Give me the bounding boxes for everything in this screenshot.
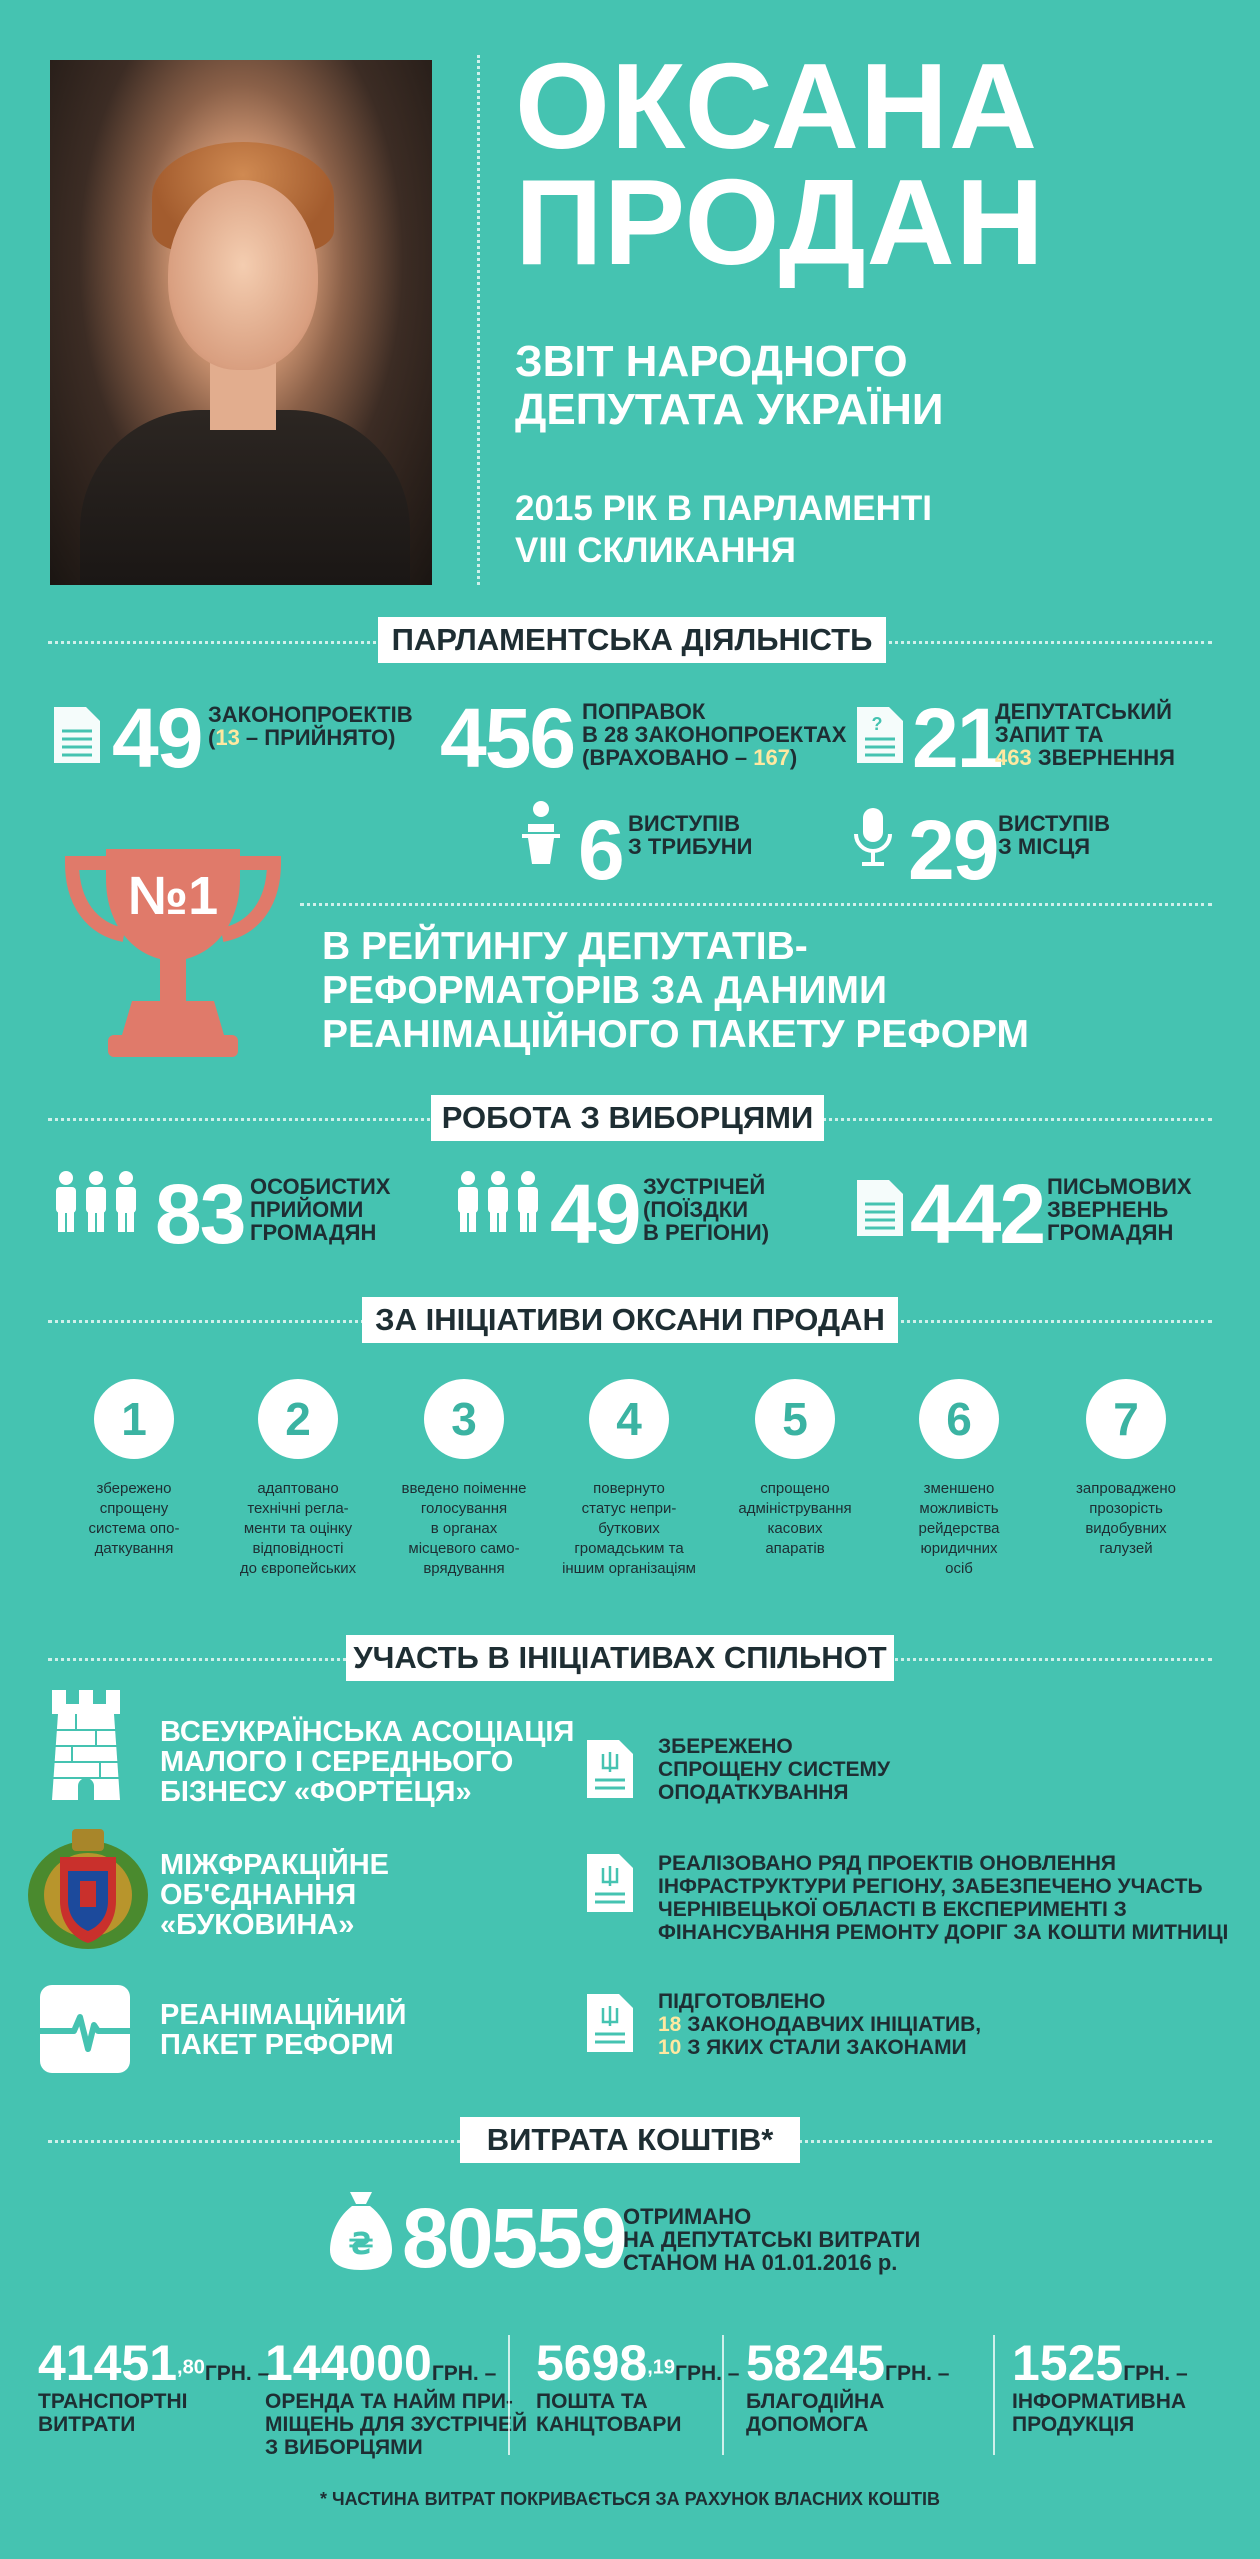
org-fortress: ВСЕУКРАЇНСЬКА АСОЦІАЦІЯ МАЛОГО І СЕРЕДНЬОГО БІЗНЕСУ «ФОРТЕЦЯ» xyxy=(160,1716,575,1808)
section-title-spending: ВИТРАТА КОШТІВ* xyxy=(460,2117,800,2163)
fortress-tower-icon xyxy=(52,1690,120,1800)
org-bukovina: МІЖФРАКЦІЙНЕ ОБ'ЄДНАННЯ «БУКОВИНА» xyxy=(160,1849,389,1941)
header-divider xyxy=(477,55,480,585)
cost-item xyxy=(1012,2335,1188,2436)
cost-label: БЛАГОДІЙНА ДОПОМОГА xyxy=(746,2390,885,2436)
bills-label: ЗАКОНОПРОЕКТІВ (13 – ПРИЙНЯТО) xyxy=(208,702,413,750)
cost-label: ІНФОРМАТИВНА ПРОДУКЦІЯ xyxy=(1012,2390,1187,2436)
cost-label: ТРАНСПОРТНІ ВИТРАТИ xyxy=(38,2390,188,2436)
deputy-photo xyxy=(50,60,432,585)
initiative-number-5: 5 xyxy=(755,1379,835,1459)
total-received-amount: 80559 xyxy=(402,2191,626,2285)
seat-label: ВИСТУПІВ З МІСЦЯ xyxy=(998,811,1110,859)
report-subtitle: ЗВІТ НАРОДНОГО ДЕПУТАТА УКРАЇНИ xyxy=(515,337,944,434)
receptions-label: ОСОБИСТИХ ПРИЙОМИ ГРОМАДЯН xyxy=(250,1174,391,1245)
initiative-caption-7: запроваджено прозорість видобувних галузей xyxy=(1076,1480,1176,1557)
divider xyxy=(300,903,1212,906)
document-trident-icon xyxy=(585,1738,635,1800)
initiative-number-7: 7 xyxy=(1086,1379,1166,1459)
cost-unit: ГРН. – xyxy=(675,2362,740,2385)
initiative-caption-5: спрощено адміністрування касових апаратів xyxy=(738,1480,852,1557)
cost-item xyxy=(38,2335,270,2436)
rank-badge: №1 xyxy=(127,866,219,926)
seat-count: 29 xyxy=(908,803,998,897)
cost-item xyxy=(265,2335,528,2459)
cost-amount: 1525 xyxy=(1012,2335,1124,2391)
initiative-number-6: 6 xyxy=(919,1379,999,1459)
document-icon xyxy=(855,1178,905,1238)
receptions-count: 83 xyxy=(155,1167,245,1261)
initiative-number-4: 4 xyxy=(589,1379,669,1459)
divider xyxy=(722,2335,724,2455)
result-tax-system: ЗБЕРЕЖЕНО СПРОЩЕНУ СИСТЕМУ ОПОДАТКУВАННЯ xyxy=(658,1735,891,1804)
cost-item xyxy=(536,2335,740,2436)
result-infrastructure: РЕАЛІЗОВАНО РЯД ПРОЕКТІВ ОНОВЛЕННЯ ІНФРАСТРУКТУРИ РЕГІОНУ, ЗАБЕЗПЕЧЕНО УЧАСТЬ ЧЕРНІВЕЦЬКОЇ ОБЛАСТІ В ЕКСПЕРИМЕНТІ З ФІНАНСУВАННЯ РЕМОНТУ ДОРІГ ЗА КОШТИ МИТНИЦІ xyxy=(658,1852,1229,1944)
cost-label: ОРЕНДА ТА НАЙМ ПРИ- МІЩЕНЬ ДЛЯ ЗУСТРІЧЕЙ З ВИБОРЦЯМИ xyxy=(265,2390,528,2459)
microphone-icon xyxy=(852,806,894,870)
people-group-icon xyxy=(452,1170,544,1234)
heart-monitor-icon xyxy=(40,1985,130,2073)
requests-count: 21 xyxy=(912,691,1002,785)
cost-label: ПОШТА ТА КАНЦТОВАРИ xyxy=(536,2390,682,2436)
initiative-number-3: 3 xyxy=(424,1379,504,1459)
section-title-community: УЧАСТЬ В ІНІЦІАТИВАХ СПІЛЬНОТ xyxy=(346,1635,894,1681)
initiative-number-1: 1 xyxy=(94,1379,174,1459)
spending-footnote: * ЧАСТИНА ВИТРАТ ПОКРИВАЄТЬСЯ ЗА РАХУНОК ВЛАСНИХ КОШТІВ xyxy=(320,2489,940,2509)
document-trident-icon xyxy=(585,1992,635,2054)
initiative-number-2: 2 xyxy=(258,1379,338,1459)
initiative-caption-2: адаптовано технічні регла- менти та оцінку відповідності до європейських xyxy=(239,1480,357,1577)
tribune-count: 6 xyxy=(578,803,623,897)
requests-label: ДЕПУТАТСЬКИЙ ЗАПИТ ТА 463 ЗВЕРНЕННЯ xyxy=(995,699,1175,770)
tribune-icon xyxy=(518,800,564,864)
money-bag-icon xyxy=(330,2188,392,2270)
initiative-caption-4: повернуто статус непри- буткових громадським та іншим організаціям xyxy=(562,1480,696,1577)
cost-cents: ,19 xyxy=(647,2356,676,2379)
cost-amount: 144000 xyxy=(265,2335,432,2391)
tribune-label: ВИСТУПІВ З ТРИБУНИ xyxy=(628,811,753,859)
divider xyxy=(508,2335,510,2455)
currency-symbol: ₴ xyxy=(348,2227,374,2262)
letters-count: 442 xyxy=(910,1167,1045,1261)
question-document-icon xyxy=(855,705,905,765)
section-title-voters: РОБОТА З ВИБОРЦЯМИ xyxy=(431,1095,824,1141)
bills-count: 49 xyxy=(112,691,202,785)
amendments-label: ПОПРАВОК В 28 ЗАКОНОПРОЕКТАХ (ВРАХОВАНО – 167) xyxy=(582,699,847,770)
section-title-initiatives: ЗА ІНІЦІАТИВИ ОКСАНИ ПРОДАН xyxy=(362,1297,898,1343)
svg-text:?: ? xyxy=(871,714,883,734)
cost-cents: ,80 xyxy=(177,2356,205,2379)
cost-unit: ГРН. – xyxy=(204,2362,270,2385)
deputy-name: ОКСАНА ПРОДАН xyxy=(515,38,1045,290)
cost-item xyxy=(746,2335,950,2436)
report-period: 2015 РІК В ПАРЛАМЕНТІ VIII СКЛИКАННЯ xyxy=(515,489,933,570)
total-received-label: ОТРИМАНО НА ДЕПУТАТСЬКІ ВИТРАТИ СТАНОМ НА 01.01.2016 р. xyxy=(623,2204,921,2275)
org-reanimation-package: РЕАНІМАЦІЙНИЙ ПАКЕТ РЕФОРМ xyxy=(160,1999,407,2061)
initiative-caption-6: зменшено можливість рейдерства юридичних осіб xyxy=(918,1480,1000,1577)
people-group-icon xyxy=(50,1170,142,1234)
cost-amount: 41451 xyxy=(38,2335,178,2391)
section-title-parliament: ПАРЛАМЕНТСЬКА ДІЯЛЬНІСТЬ xyxy=(378,617,886,663)
meetings-label: ЗУСТРІЧЕЙ (ПОЇЗДКИ В РЕГІОНИ) xyxy=(643,1174,770,1245)
cost-amount: 5698 xyxy=(536,2335,648,2391)
letters-label: ПИСЬМОВИХ ЗВЕРНЕНЬ ГРОМАДЯН xyxy=(1047,1174,1192,1245)
amendments-count: 456 xyxy=(440,691,575,785)
cost-unit: ГРН. – xyxy=(1123,2362,1188,2385)
bukovina-coat-of-arms-icon xyxy=(22,1825,154,1955)
document-icon xyxy=(52,705,102,765)
document-trident-icon xyxy=(585,1852,635,1914)
cost-unit: ГРН. – xyxy=(885,2362,950,2385)
divider xyxy=(993,2335,995,2455)
meetings-count: 49 xyxy=(550,1167,640,1261)
result-legislative: ПІДГОТОВЛЕНО 18 ЗАКОНОДАВЧИХ ІНІЦІАТИВ, 10 З ЯКИХ СТАЛИ ЗАКОНАМИ xyxy=(658,1990,982,2059)
cost-amount: 58245 xyxy=(746,2335,886,2391)
rank-text: В РЕЙТИНГУ ДЕПУТАТІВ- РЕФОРМАТОРІВ ЗА ДАНИМИ РЕАНІМАЦІЙНОГО ПАКЕТУ РЕФОРМ xyxy=(322,925,1030,1056)
initiative-caption-1: збережено спрощену система опо- даткування xyxy=(88,1480,180,1557)
cost-unit: ГРН. – xyxy=(431,2362,497,2385)
initiative-caption-3: введено поіменне голосування в органах місцевого само- врядування xyxy=(401,1480,527,1577)
